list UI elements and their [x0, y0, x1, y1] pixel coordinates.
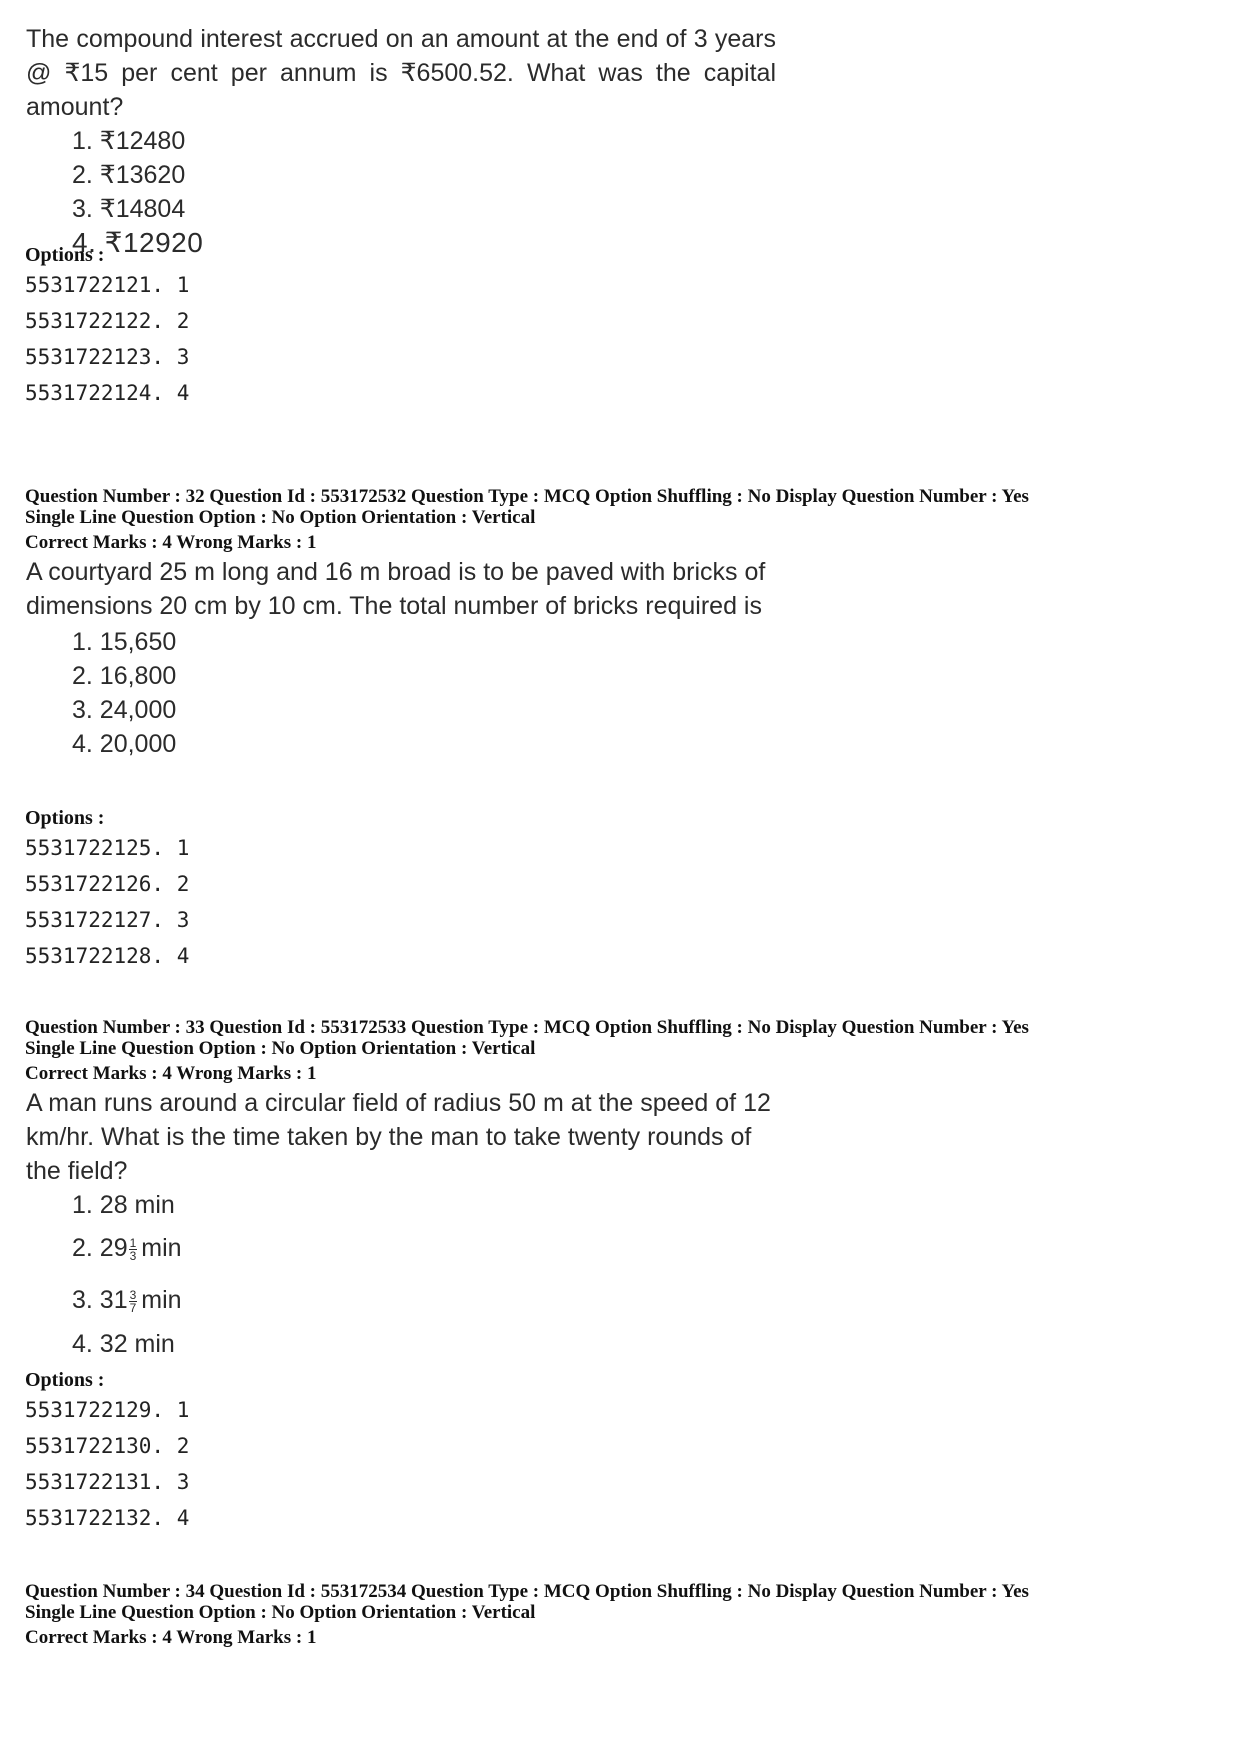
q33-choice-3: [72, 1274, 776, 1326]
q32-meta: [25, 486, 1225, 528]
q33-choice-2: [72, 1222, 776, 1274]
q32-marks: Correct Marks : 4 Wrong Marks : 1: [25, 532, 317, 553]
q32-choice-list: [26, 625, 776, 761]
q33-marks: Correct Marks : 4 Wrong Marks : 1: [25, 1063, 317, 1084]
q33-option-list: [25, 1392, 189, 1536]
q31-choice-3: 3. ₹14804: [72, 195, 186, 223]
q34-meta: [25, 1581, 1225, 1623]
q33-choice-4-text: 4. 32 min: [72, 1330, 175, 1358]
q32-choice-2: 2. 16,800: [72, 662, 177, 690]
q33-choice-1: [72, 1188, 776, 1222]
q31-question-text: The compound interest accrued on an amount at the end of 3 years @ ₹15 per cent per annum is ₹6500.52. What was the capital amount?: [26, 25, 776, 121]
q33-question-image: [26, 1086, 776, 1362]
q33-choice-4: [72, 1326, 776, 1362]
q31-choice-4: 4. ₹12920: [72, 227, 204, 258]
q33-choice-list: [26, 1188, 776, 1362]
q32-option-4: 5531722128. 4: [25, 944, 190, 968]
q33-option-4: 5531722132. 4: [25, 1506, 190, 1530]
q33-choice-2-fraction: [129, 1237, 138, 1262]
q33-option-1: 5531722129. 1: [25, 1398, 190, 1422]
q31-option-1: 5531722121. 1: [25, 273, 190, 297]
q31-option-2: 5531722122. 2: [25, 309, 190, 333]
q33-options-label: Options :: [25, 1369, 105, 1391]
q33-option-3: 5531722131. 3: [25, 1470, 190, 1494]
q33-question-text: A man runs around a circular field of radius 50 m at the speed of 12 km/hr. What is the time taken by the man to take twenty rounds of the field?: [26, 1089, 771, 1185]
q32-option-2: 5531722126. 2: [25, 872, 190, 896]
q33-choice-3-unit: min: [141, 1286, 182, 1314]
q33-meta-line-1: Question Number : 33 Question Id : 553172533 Question Type : MCQ Option Shuffling : No Display Question Number : Yes: [25, 1017, 1029, 1038]
q32-choice-3: 3. 24,000: [72, 696, 177, 724]
q33-choice-1-text: 1. 28 min: [72, 1191, 175, 1219]
q33-meta-line-2: Single Line Question Option : No Option Orientation : Vertical: [25, 1038, 536, 1059]
q32-option-1: 5531722125. 1: [25, 836, 190, 860]
q32-meta-line-1: Question Number : 32 Question Id : 553172532 Question Type : MCQ Option Shuffling : No Display Question Number : Yes: [25, 486, 1029, 507]
q31-choice-2: 2. ₹13620: [72, 161, 186, 189]
q32-question-text: A courtyard 25 m long and 16 m broad is to be paved with bricks of dimensions 20 cm by 10 cm. The total number of bricks required is: [26, 558, 766, 620]
q32-meta-line-2: Single Line Question Option : No Option Orientation : Vertical: [25, 507, 536, 528]
q32-choice-4: 4. 20,000: [72, 730, 177, 758]
q34-marks: Correct Marks : 4 Wrong Marks : 1: [25, 1627, 317, 1648]
q33-choice-3-whole: 3. 31: [72, 1286, 128, 1314]
q32-choice-1: 1. 15,650: [72, 628, 177, 656]
q31-choice-1: 1. ₹12480: [72, 127, 186, 155]
q31-option-4: 5531722124. 4: [25, 381, 190, 405]
q34-meta-line-1: Question Number : 34 Question Id : 553172534 Question Type : MCQ Option Shuffling : No Display Question Number : Yes: [25, 1581, 1029, 1602]
q33-choice-2-unit: min: [141, 1234, 182, 1262]
q33-choice-2-numerator: 1: [129, 1235, 137, 1250]
q33-meta: [25, 1017, 1225, 1059]
q31-option-list: [25, 267, 189, 411]
q33-choice-2-whole: 2. 29: [72, 1234, 128, 1262]
q31-options-label: Options :: [25, 244, 105, 266]
q33-choice-3-numerator: 3: [129, 1287, 137, 1302]
q32-question-image: [26, 555, 776, 761]
q32-option-list: [25, 830, 189, 974]
q31-option-3: 5531722123. 3: [25, 345, 190, 369]
q33-choice-3-denominator: 7: [129, 1300, 137, 1315]
q34-meta-line-2: Single Line Question Option : No Option Orientation : Vertical: [25, 1602, 536, 1623]
q32-options-label: Options :: [25, 807, 105, 829]
q33-option-2: 5531722130. 2: [25, 1434, 190, 1458]
q32-option-3: 5531722127. 3: [25, 908, 190, 932]
q33-choice-3-fraction: [129, 1289, 138, 1314]
q33-choice-2-denominator: 3: [129, 1248, 137, 1263]
q31-question-image: [26, 22, 776, 260]
q31-choice-list: [26, 124, 776, 260]
